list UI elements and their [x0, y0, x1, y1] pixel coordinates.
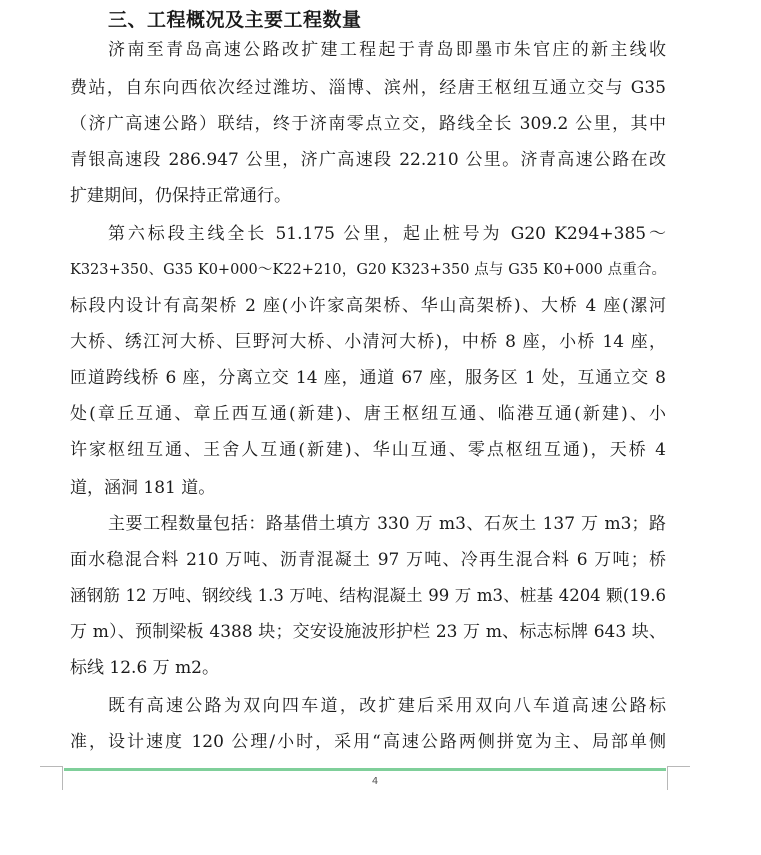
margin-crop-mark [668, 766, 690, 767]
paragraph-2-line-3: 标段内设计有高架桥 2 座(小许家高架桥、华山高架桥)、大桥 4 座(漯河 [70, 296, 666, 316]
paragraph-3-line-2: 面水稳混合料 210 万吨、沥青混凝土 97 万吨、冷再生混合料 6 万吨；桥 [70, 550, 666, 570]
section-heading: 三、工程概况及主要工程数量 [108, 9, 362, 31]
paragraph-2-line-5: 匝道跨线桥 6 座，分离立交 14 座，通道 67 座，服务区 1 处，互通立交 8 [70, 368, 666, 388]
paragraph-3-line-4: 万 m）、预制梁板 4388 块；交安设施波形护栏 23 万 m、标志标牌 643 块、 [70, 622, 666, 642]
margin-crop-mark [667, 766, 668, 790]
paragraph-1-line-4: 青银高速段 286.947 公里，济广高速段 22.210 公里。济青高速公路在改 [70, 150, 666, 170]
paragraph-3-line-1: 主要工程数量包括：路基借土填方 330 万 m3、石灰土 137 万 m3；路 [108, 514, 666, 534]
paragraph-2-line-7: 许家枢纽互通、王舍人互通(新建)、华山互通、零点枢纽互通)，天桥 4 [70, 440, 666, 460]
paragraph-2-line-8: 道，涵洞 181 道。 [70, 478, 216, 498]
paragraph-4-line-1: 既有高速公路为双向四车道，改扩建后采用双向八车道高速公路标 [108, 696, 666, 716]
paragraph-4-line-2: 准，设计速度 120 公理/小时，采用“高速公路两侧拼宽为主、局部单侧 [70, 732, 666, 752]
paragraph-2-line-4: 大桥、绣江河大桥、巨野河大桥、小清河大桥)，中桥 8 座，小桥 14 座， [70, 332, 666, 352]
paragraph-2-line-2: K323+350、G35 K0+000～K22+210，G20 K323+350 点与 G35 K0+000 点重合。 [70, 262, 666, 278]
paragraph-2-line-6: 处(章丘互通、章丘西互通(新建)、唐王枢纽互通、临港互通(新建)、小 [70, 404, 666, 424]
footer-rule [64, 768, 666, 771]
paragraph-1-line-3: （济广高速公路）联结，终于济南零点立交，路线全长 309.2 公里，其中 [70, 114, 666, 134]
page-number: 4 [371, 776, 379, 787]
paragraph-3-line-3: 涵钢筋 12 万吨、钢绞线 1.3 万吨、结构混凝土 99 万 m3、桩基 4204 颗(19.6 [70, 586, 666, 605]
paragraph-2-line-1: 第六标段主线全长 51.175 公里，起止桩号为 G20 K294+385～ [108, 224, 666, 244]
paragraph-3-line-5: 标线 12.6 万 m2。 [70, 658, 219, 678]
margin-crop-mark [62, 766, 63, 790]
paragraph-1-line-5: 扩建期间，仍保持正常通行。 [70, 186, 291, 206]
paragraph-1-line-1: 济南至青岛高速公路改扩建工程起于青岛即墨市朱官庄的新主线收 [108, 40, 666, 60]
paragraph-1-line-2: 费站，自东向西依次经过潍坊、淄博、滨州，经唐王枢纽互通立交与 G35 [70, 78, 666, 98]
margin-crop-mark [40, 766, 62, 767]
